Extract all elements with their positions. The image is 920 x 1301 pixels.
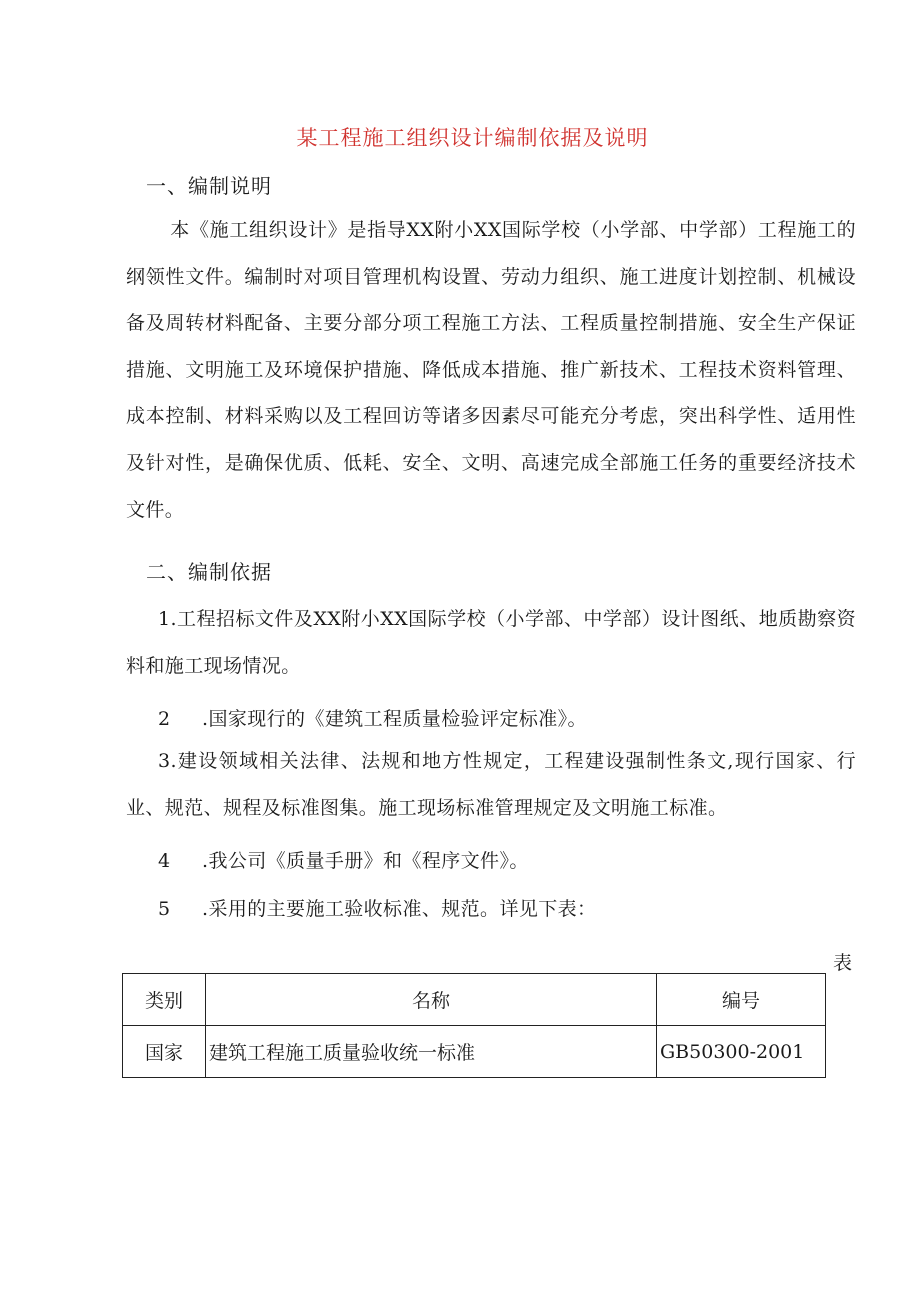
header-category: 类别 bbox=[123, 974, 206, 1026]
list-item-1 bbox=[126, 596, 856, 689]
paragraph-text: 本《施工组织设计》是指导XX附小XX国际学校（小学部、中学部）工程施工的纲领性文件。编制时对项目管理机构设置、劳动力组织、施工进度计划控制、机械设备及周转材料配备、主要分部分项工程施工方法、工程质量控制措施、安全生产保证措施、文明施工及环境保护措施、降低成本措施、推广新技术、工程技术资料管理、成本控制、材料采购以及工程回访等诸多因素尽可能充分考虑，突出科学性、适用性及针对性，是确保优质、低耗、安全、文明、高速完成全部施工任务的重要经济技术文件。 bbox=[126, 219, 856, 521]
table-row bbox=[123, 1026, 826, 1078]
item-text: .工程招标文件及XX附小XX国际学校（小学部、中学部）设计图纸、地质勘察资料和施工现场情况。 bbox=[126, 608, 856, 677]
section-heading-2: 二、编制依据 bbox=[146, 560, 272, 584]
item-text: .国家现行的《建筑工程质量检验评定标准》。 bbox=[202, 708, 587, 730]
list-item-2 bbox=[158, 704, 587, 731]
cell-category: 国家 bbox=[123, 1026, 206, 1078]
item-text: .建设领域相关法律、法规和地方性规定，工程建设强制性条文,现行国家、行业、规范、规程及标准图集。施工现场标准管理规定及文明施工标准。 bbox=[126, 750, 856, 819]
header-code: 编号 bbox=[657, 974, 826, 1026]
item-number: 1 bbox=[158, 608, 171, 630]
cell-name: 建筑工程施工质量验收统一标准 bbox=[206, 1026, 657, 1078]
item-text: .采用的主要施工验收标准、规范。详见下表： bbox=[202, 898, 597, 920]
list-item-4 bbox=[158, 846, 529, 873]
document-title: 某工程施工组织设计编制依据及说明 bbox=[296, 126, 649, 150]
item-number: 5 bbox=[158, 898, 171, 920]
item-text: .我公司《质量手册》和《程序文件》。 bbox=[202, 850, 529, 872]
item-number: 3 bbox=[158, 750, 171, 772]
item-number: 4 bbox=[158, 850, 171, 872]
list-item-3 bbox=[126, 738, 856, 831]
header-name: 名称 bbox=[206, 974, 657, 1026]
section-heading-1: 一、编制说明 bbox=[146, 174, 272, 198]
cell-code: GB50300-2001 bbox=[657, 1026, 826, 1078]
table-header-row bbox=[123, 974, 826, 1026]
list-item-5 bbox=[158, 894, 596, 921]
table-caption: 表 bbox=[832, 952, 852, 974]
standards-table bbox=[122, 973, 826, 1078]
section-1-paragraph bbox=[126, 207, 856, 533]
item-number: 2 bbox=[158, 708, 171, 730]
